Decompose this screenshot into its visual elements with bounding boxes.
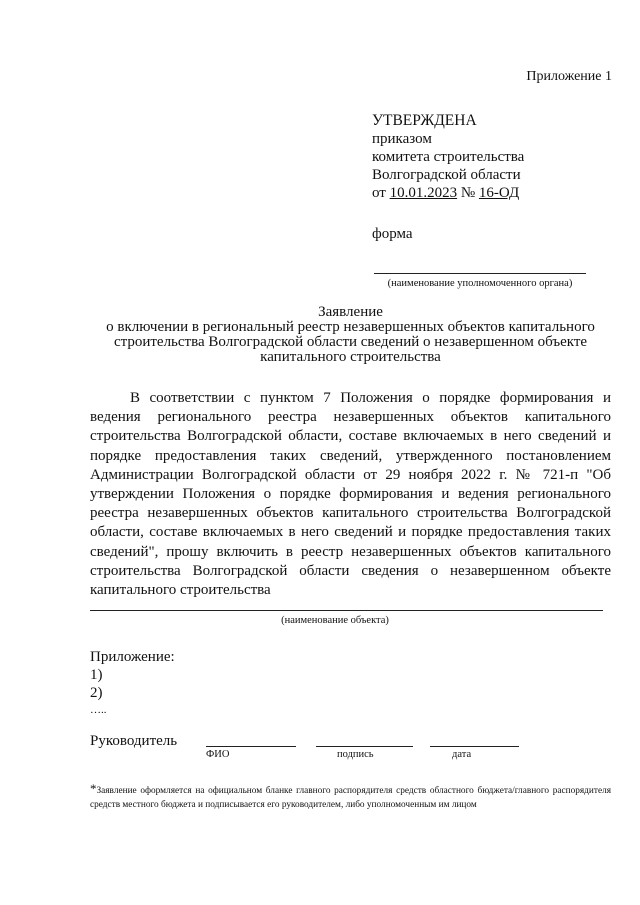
footnote [90,782,611,812]
attachment-item-2: 2) [90,685,103,701]
form-label: форма [372,226,413,242]
sign-label: подпись [337,749,374,760]
statement-title: Заявление [318,304,383,320]
object-name-line [90,610,603,611]
object-caption: (наименование объекта) [281,615,389,626]
attachments-label: Приложение: [90,649,175,665]
approval-line-2: комитета строительства [372,149,525,165]
attachments [90,648,175,718]
approval-date-line [372,184,524,202]
approval-title: УТВЕРЖДЕНА [372,112,477,129]
footnote-star: * [90,781,97,796]
attachment-item-1: 1) [90,667,103,683]
approval-block [372,112,524,202]
approval-number-prefix: № [457,185,479,201]
fio-label: ФИО [206,749,230,760]
attachments-more: ….. [90,704,107,716]
appendix-label: Приложение 1 [526,69,612,84]
approval-line-3: Волгоградской области [372,167,521,183]
statement-line-2: строительства Волгоградской области сведений о незавершенном объекте [113,334,588,350]
statement-line-1: о включении в региональный реестр незавершенных объектов капитального [106,319,595,335]
statement-heading [90,305,611,365]
authority-caption: (наименование уполномоченного органа) [387,278,573,289]
statement-line-3: капитального строительства [260,349,441,365]
date-label: дата [452,749,472,760]
footnote-text: Заявление оформляется на официальном бланке главного распорядителя средств областного бюджета/главного распорядителя средств местного бюджета и подписывается его руководителем, либо уполномоченным им лицом [90,786,611,810]
statement-body: В соответствии с пунктом 7 Положения о порядке формирования и ведения регионального реестра незавершенных объектов капитального строительства Волгоградской области, составе включаемых в него сведений и порядке предоставления таких сведений, утвержденного постановлением Администрации Волгоградской области от 29 ноября 2022 г. № 721-п "Об утверждении Положения о порядке формирования и ведения регионального реестра незавершенных объектов капитального строительства Волгоградской области, составе включаемых в него сведений и порядке предоставления таких сведений", прошу включить в реестр незавершенных объектов капитального строительства Волгоградской области сведения о незавершенном объекте капитального строительства [90,390,611,599]
authority-name-line [374,273,586,274]
approval-number: 16-ОД [478,185,520,201]
approval-date-prefix: от [372,185,390,201]
fio-line [206,746,296,747]
signature-line [316,746,413,747]
approval-line-1: приказом [372,131,432,147]
head-label: Руководитель [90,733,178,749]
date-line [430,746,519,747]
approval-date: 10.01.2023 [389,185,458,201]
